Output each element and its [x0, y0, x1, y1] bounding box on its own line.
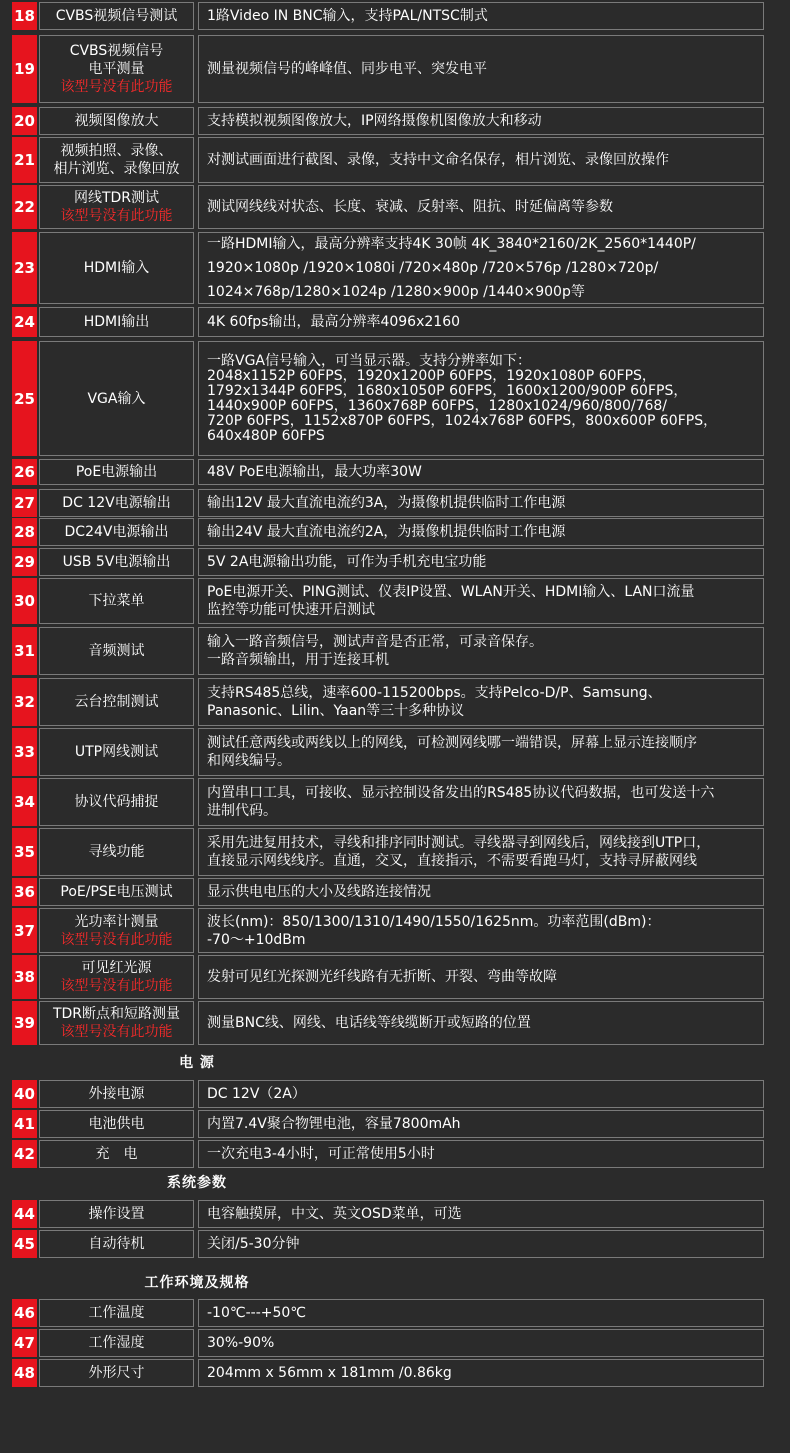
feature-name: 电平测量: [88, 61, 145, 77]
feature-description-cell: [198, 2, 764, 30]
feature-description: 5V 2A电源输出功能，可作为手机充电宝功能: [207, 554, 487, 570]
feature-description: 输出12V 最大直流电流约3A，为摄像机提供临时工作电源: [207, 495, 566, 511]
feature-description: 204mm x 56mm x 181mm /0.86kg: [207, 1365, 452, 1381]
feature-description-cell: [198, 232, 764, 304]
feature-description: 测量视频信号的峰峰值、同步电平、突发电平: [207, 61, 487, 77]
feature-description: 2048x1152P 60FPS，1920x1200P 60FPS，1920x1080P 60FPS，: [207, 367, 656, 384]
feature-name-cell: [39, 307, 194, 337]
feature-name-cell: [39, 1110, 194, 1138]
row-number-badge: 39: [12, 1001, 37, 1045]
section-heading: 电 源: [179, 1055, 215, 1071]
feature-description: 4K 60fps输出，最高分辨率4096x2160: [207, 314, 461, 330]
feature-name: 寻线功能: [88, 844, 145, 860]
feature-name: 网线TDR测试: [73, 190, 160, 206]
feature-description: 一路HDMI输入，最高分辨率支持4K 30帧 4K_3840*2160/2K_2560*1440P/: [207, 236, 696, 252]
feature-description: 测量BNC线、网线、电话线等线缆断开或短路的位置: [207, 1015, 531, 1031]
row-number-badge: 27: [12, 489, 37, 517]
table-row: [12, 678, 764, 726]
table-row: [12, 107, 764, 135]
feature-description: -70～+10dBm: [207, 931, 306, 948]
row-number-badge: 40: [12, 1080, 37, 1108]
feature-name-cell: [39, 518, 194, 546]
table-row: [12, 1140, 764, 1168]
feature-description-cell: [198, 778, 764, 826]
feature-description-cell: [198, 489, 764, 517]
row-number-badge: 31: [12, 627, 37, 675]
feature-name-cell: [39, 1001, 194, 1045]
feature-description-cell: [198, 137, 764, 183]
table-row: [12, 35, 764, 103]
table-row: [12, 1080, 764, 1108]
feature-description: 发射可见红光探测光纤线路有无折断、开裂、弯曲等故障: [207, 969, 557, 985]
feature-description: 一路VGA信号输入，可当显示器。支持分辨率如下：: [207, 352, 532, 369]
feature-name: 自动待机: [88, 1236, 145, 1252]
feature-description: 电容触摸屏，中文、英文OSD菜单，可选: [207, 1206, 462, 1222]
feature-description: 支持模拟视频图像放大，IP网络摄像机图像放大和移动: [207, 113, 542, 129]
feature-name-cell: [39, 548, 194, 576]
feature-description: 1路Video IN BNC输入，支持PAL/NTSC制式: [207, 8, 488, 24]
feature-name-cell: [39, 107, 194, 135]
row-number-badge: 42: [12, 1140, 37, 1168]
feature-description-cell: [198, 1230, 764, 1258]
row-number-badge: 48: [12, 1359, 37, 1387]
feature-name-cell: [39, 1329, 194, 1357]
feature-description-cell: [198, 908, 764, 953]
feature-description: PoE电源开关、PING测试、仪表IP设置、WLAN开关、HDMI输入、LAN口流量: [207, 584, 695, 600]
feature-name: 相片浏览、录像回放: [53, 161, 180, 177]
feature-description-cell: [198, 307, 764, 337]
feature-name-cell: [39, 1230, 194, 1258]
table-row: [12, 908, 764, 953]
feature-description-cell: [198, 185, 764, 229]
row-number-badge: 26: [12, 459, 37, 485]
feature-description-cell: [198, 828, 764, 876]
feature-description: 640x480P 60FPS: [207, 427, 325, 444]
feature-name-cell: [39, 459, 194, 485]
feature-name: PoE电源输出: [75, 464, 158, 480]
feature-description-cell: [198, 1329, 764, 1357]
feature-name-cell: [39, 185, 194, 229]
row-number-badge: 38: [12, 955, 37, 999]
feature-name: 下拉菜单: [88, 593, 145, 609]
unsupported-note: 该型号没有此功能: [60, 1024, 173, 1040]
row-number-badge: 41: [12, 1110, 37, 1138]
feature-name: 操作设置: [88, 1206, 145, 1222]
feature-description: 对测试画面进行截图、录像，支持中文命名保存，相片浏览、录像回放操作: [207, 152, 669, 168]
table-row: [12, 1200, 764, 1228]
feature-name-cell: [39, 1299, 194, 1327]
unsupported-note: 该型号没有此功能: [60, 79, 173, 95]
row-number-badge: 24: [12, 307, 37, 337]
table-row: [12, 1001, 764, 1045]
feature-name-cell: [39, 1140, 194, 1168]
row-number-badge: 46: [12, 1299, 37, 1327]
section-heading: 工作环境及规格: [144, 1275, 250, 1291]
feature-name: DC24V电源输出: [64, 524, 169, 540]
feature-name: 工作湿度: [88, 1335, 145, 1351]
feature-description-cell: [198, 1001, 764, 1045]
feature-name-cell: [39, 955, 194, 999]
feature-description: 内置串口工具，可接收、显示控制设备发出的RS485协议代码数据，也可发送十六: [207, 785, 715, 801]
feature-name-cell: [39, 35, 194, 103]
row-number-badge: 23: [12, 232, 37, 304]
feature-name-cell: [39, 1359, 194, 1387]
feature-name: TDR断点和短路测量: [52, 1006, 181, 1022]
feature-description: 关闭/5-30分钟: [207, 1236, 300, 1252]
feature-description: 720P 60FPS，1152x870P 60FPS，1024x768P 60FPS，800x600P 60FPS，: [207, 412, 718, 429]
feature-description-cell: [198, 1299, 764, 1327]
feature-description: 波长(nm)：850/1300/1310/1490/1550/1625nm。功率范围(dBm)：: [207, 913, 661, 930]
feature-description: -10℃---+50℃: [207, 1305, 307, 1321]
row-number-badge: 25: [12, 341, 37, 456]
row-number-badge: 18: [12, 2, 37, 30]
feature-name-cell: [39, 1200, 194, 1228]
feature-description: 1024×768p/1280×1024p /1280×900p /1440×900p等: [207, 284, 585, 300]
feature-description: 1792x1344P 60FPS，1680x1050P 60FPS，1600x1200/900P 60FPS，: [207, 382, 688, 399]
feature-description: 输入一路音频信号，测试声音是否正常，可录音保存。: [207, 634, 543, 650]
table-row: [12, 518, 764, 546]
feature-description: 进制代码。: [207, 803, 277, 819]
feature-name: HDMI输入: [83, 260, 150, 276]
feature-description-cell: [198, 518, 764, 546]
table-row: [12, 341, 764, 456]
feature-description: 和网线编号。: [207, 753, 291, 769]
feature-description-cell: [198, 548, 764, 576]
feature-description-cell: [198, 1200, 764, 1228]
feature-name-cell: [39, 828, 194, 876]
table-row: [12, 1329, 764, 1357]
feature-description-cell: [198, 678, 764, 726]
row-number-badge: 33: [12, 728, 37, 776]
table-row: [12, 489, 764, 517]
feature-name-cell: [39, 1080, 194, 1108]
row-number-badge: 29: [12, 548, 37, 576]
section-heading: 系统参数: [167, 1175, 227, 1191]
feature-name: 光功率计测量: [74, 913, 159, 930]
feature-name: HDMI输出: [83, 314, 150, 330]
feature-name-cell: [39, 341, 194, 456]
feature-description: 1440x900P 60FPS，1360x768P 60FPS，1280x1024/960/800/768/: [207, 397, 668, 414]
table-row: [12, 307, 764, 337]
feature-description-cell: [198, 627, 764, 675]
unsupported-note: 该型号没有此功能: [60, 978, 173, 994]
feature-name: PoE/PSE电压测试: [60, 884, 173, 900]
feature-name-cell: [39, 578, 194, 624]
feature-name: 充 电: [95, 1146, 138, 1162]
table-row: [12, 1230, 764, 1258]
row-number-badge: 19: [12, 35, 37, 103]
row-number-badge: 20: [12, 107, 37, 135]
feature-description: 一路音频输出，用于连接耳机: [207, 652, 389, 668]
feature-description-cell: [198, 578, 764, 624]
row-number-badge: 34: [12, 778, 37, 826]
table-row: [12, 137, 764, 183]
feature-name: 音频测试: [88, 643, 145, 659]
feature-description: 支持RS485总线，速率600-115200bps。支持Pelco-D/P、Samsung、: [207, 685, 662, 701]
row-number-badge: 47: [12, 1329, 37, 1357]
row-number-badge: 44: [12, 1200, 37, 1228]
feature-name: 云台控制测试: [74, 694, 159, 710]
feature-name: 电池供电: [88, 1116, 145, 1132]
table-row: [12, 728, 764, 776]
row-number-badge: 32: [12, 678, 37, 726]
table-row: [12, 2, 764, 30]
feature-name: 协议代码捕捉: [74, 794, 159, 810]
feature-name: USB 5V电源输出: [62, 554, 171, 570]
feature-description-cell: [198, 459, 764, 485]
feature-name: 视频图像放大: [74, 113, 159, 129]
table-row: [12, 548, 764, 576]
table-row: [12, 1359, 764, 1387]
table-row: [12, 828, 764, 876]
feature-description: DC 12V（2A）: [207, 1086, 306, 1102]
feature-name: 外接电源: [88, 1086, 145, 1102]
feature-description: 1920×1080p /1920×1080i /720×480p /720×576p /1280×720p/: [207, 260, 659, 276]
feature-name: 视频拍照、录像、: [60, 143, 173, 159]
feature-description: 测试任意两线或两线以上的网线，可检测网线哪一端错误，屏幕上显示连接顺序: [207, 735, 697, 751]
feature-description-cell: [198, 955, 764, 999]
row-number-badge: 28: [12, 518, 37, 546]
table-row: [12, 627, 764, 675]
table-row: [12, 232, 764, 304]
feature-name-cell: [39, 137, 194, 183]
feature-description: 输出24V 最大直流电流约2A，为摄像机提供临时工作电源: [207, 524, 566, 540]
feature-description: 一次充电3-4小时，可正常使用5小时: [207, 1146, 435, 1162]
feature-description-cell: [198, 1080, 764, 1108]
feature-name: 外形尺寸: [88, 1365, 145, 1381]
feature-description: 监控等功能可快速开启测试: [207, 602, 375, 618]
table-row: [12, 955, 764, 999]
feature-description-cell: [198, 728, 764, 776]
feature-name-cell: [39, 878, 194, 906]
feature-name: VGA输入: [87, 390, 146, 407]
feature-description: 采用先进复用技术，寻线和排序同时测试。寻线器寻到网线后，网线接到UTP口，: [207, 835, 711, 851]
feature-name-cell: [39, 908, 194, 953]
feature-description: 内置7.4V聚合物锂电池，容量7800mAh: [207, 1116, 461, 1132]
feature-name-cell: [39, 489, 194, 517]
feature-name-cell: [39, 627, 194, 675]
feature-description: 显示供电电压的大小及线路连接情况: [207, 884, 431, 900]
feature-name-cell: [39, 232, 194, 304]
feature-name-cell: [39, 778, 194, 826]
row-number-badge: 36: [12, 878, 37, 906]
table-row: [12, 1299, 764, 1327]
row-number-badge: 37: [12, 908, 37, 953]
table-row: [12, 459, 764, 485]
table-row: [12, 185, 764, 229]
feature-description-cell: [198, 1110, 764, 1138]
feature-name: 工作温度: [88, 1305, 145, 1321]
row-number-badge: 45: [12, 1230, 37, 1258]
row-number-badge: 35: [12, 828, 37, 876]
feature-description: 48V PoE电源输出，最大功率30W: [207, 464, 422, 480]
row-number-badge: 21: [12, 137, 37, 183]
table-row: [12, 578, 764, 624]
feature-description: 直接显示网线线序。直通，交叉，直接指示，不需要看跑马灯，支持寻屏蔽网线: [207, 853, 697, 869]
table-row: [12, 1110, 764, 1138]
table-row: [12, 878, 764, 906]
feature-description: 测试网线线对状态、长度、衰减、反射率、阻抗、时延偏离等参数: [207, 199, 613, 215]
feature-description-cell: [198, 341, 764, 456]
feature-description: Panasonic、Lilin、Yaan等三十多种协议: [207, 703, 465, 719]
feature-name: CVBS视频信号: [69, 43, 164, 59]
feature-name: DC 12V电源输出: [62, 495, 171, 511]
unsupported-note: 该型号没有此功能: [60, 208, 173, 224]
row-number-badge: 22: [12, 185, 37, 229]
feature-description-cell: [198, 35, 764, 103]
feature-description-cell: [198, 107, 764, 135]
feature-name: 可见红光源: [81, 960, 152, 976]
feature-name: CVBS视频信号测试: [55, 8, 178, 24]
row-number-badge: 30: [12, 578, 37, 624]
feature-description: 30%-90%: [207, 1335, 275, 1351]
feature-description-cell: [198, 878, 764, 906]
feature-name-cell: [39, 2, 194, 30]
feature-description-cell: [198, 1140, 764, 1168]
feature-name: UTP网线测试: [74, 744, 159, 760]
table-row: [12, 778, 764, 826]
feature-name-cell: [39, 728, 194, 776]
unsupported-note: 该型号没有此功能: [60, 931, 173, 948]
feature-description-cell: [198, 1359, 764, 1387]
feature-name-cell: [39, 678, 194, 726]
